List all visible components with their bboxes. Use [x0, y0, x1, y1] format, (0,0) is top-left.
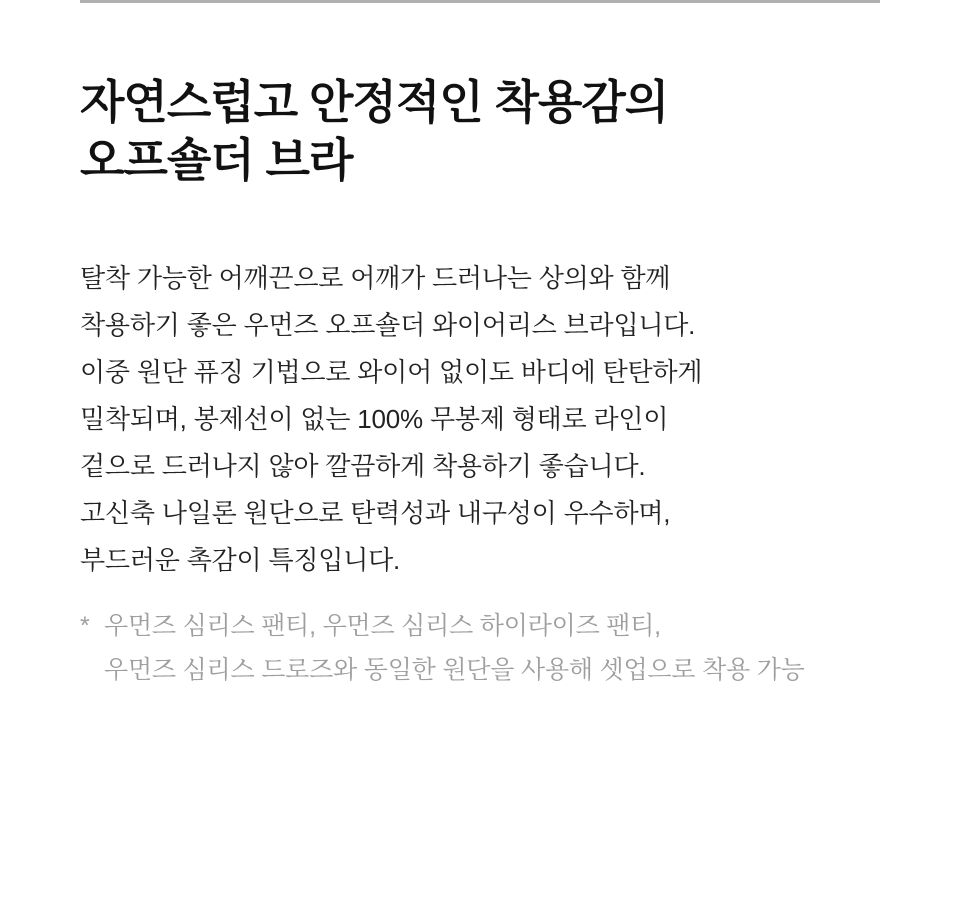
page-title-line-2: 오프숄더 브라: [80, 134, 353, 186]
top-divider: [80, 0, 880, 3]
description-line: 탈착 가능한 어깨끈으로 어깨가 드러나는 상의와 함께: [80, 263, 671, 293]
page-title: [80, 73, 880, 189]
description-line: 고신축 나일론 원단으로 탄력성과 내구성이 우수하며,: [80, 498, 671, 528]
product-description-text: [80, 255, 880, 584]
footnote-text: [104, 604, 880, 692]
description-line: 부드러운 촉감이 특징입니다.: [80, 545, 401, 575]
description-line: 이중 원단 퓨징 기법으로 와이어 없이도 바디에 탄탄하게: [80, 357, 703, 387]
description-line: 겉으로 드러나지 않아 깔끔하게 착용하기 좋습니다.: [80, 451, 646, 481]
product-description-section: [0, 73, 960, 692]
page-title-line-1: 자연스럽고 안정적인 착용감의: [80, 76, 669, 128]
description-line: 밀착되며, 봉제선이 없는 100% 무봉제 형태로 라인이: [80, 404, 669, 434]
footnote-asterisk: *: [80, 612, 90, 640]
description-line: 착용하기 좋은 우먼즈 오프숄더 와이어리스 브라입니다.: [80, 310, 696, 340]
footnote: [80, 604, 880, 692]
footnote-line: 우먼즈 심리스 팬티, 우먼즈 심리스 하이라이즈 팬티,: [104, 612, 661, 640]
footnote-line: 우먼즈 심리스 드로즈와 동일한 원단을 사용해 셋업으로 착용 가능: [104, 656, 805, 684]
